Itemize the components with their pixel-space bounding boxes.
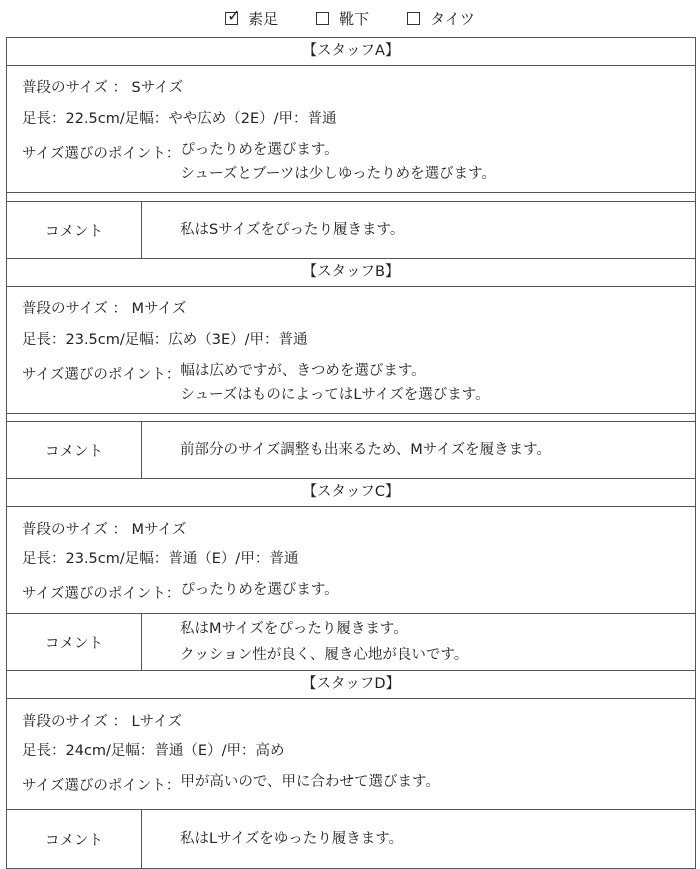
foot-measure: 足長：22.5cm/足幅：やや広め（2E）/甲：普通	[22, 111, 337, 127]
checkbox-icon	[316, 12, 329, 25]
size-point-text: シューズとブーツは少しゆったりめを選びます。	[180, 166, 497, 182]
staff-header: 【スタッフC】	[7, 479, 695, 507]
comment-label: コメント	[7, 810, 142, 868]
size-point-text: ぴったりめを選びます。	[180, 142, 339, 158]
size-point	[22, 363, 695, 403]
option-label: 素足	[248, 9, 279, 28]
size-point-text: 甲が高いので、甲に合わせて選びます。	[180, 774, 440, 790]
size-point-label: サイズ選びのポイント：	[22, 778, 181, 794]
comment-label: コメント	[7, 202, 142, 258]
staff-header: 【スタッフA】	[7, 38, 695, 66]
checkbox-icon	[407, 12, 420, 25]
comment-line: 私はSサイズをぴったり履きます。	[180, 222, 405, 238]
legend-bar	[0, 0, 700, 36]
staff-info	[7, 66, 695, 193]
checkbox-icon	[225, 5, 241, 25]
size-point-text: 幅は広めですが、きつめを選びます。	[180, 363, 426, 379]
size-point-label: サイズ選びのポイント：	[22, 586, 181, 602]
comment-line: 私はLサイズをゆったり履きます。	[180, 831, 404, 847]
comment-label: コメント	[7, 614, 142, 670]
comment-text	[142, 614, 468, 670]
size-point-text: ぴったりめを選びます。	[180, 582, 339, 598]
comment-row	[7, 201, 695, 259]
foot-measure: 足長：23.5cm/足幅：普通（E）/甲：普通	[22, 551, 299, 567]
comment-row	[7, 613, 695, 671]
comment-line: クッション性が良く、履き心地が良いです。	[180, 647, 469, 663]
staff-header: 【スタッフD】	[7, 671, 695, 699]
comment-line: 前部分のサイズ調整も出来るため、Mサイズを履きます。	[180, 442, 551, 458]
size-point	[22, 582, 695, 603]
usual-size: 普段のサイズ ： Sサイズ	[22, 80, 184, 96]
staff-info	[7, 287, 695, 414]
comment-row	[7, 809, 695, 869]
comment-text	[142, 202, 404, 258]
option-barefoot	[225, 5, 279, 29]
staff-header: 【スタッフB】	[7, 259, 695, 287]
usual-size: 普段のサイズ ： Mサイズ	[22, 522, 187, 538]
checkmark-icon: ✓	[227, 5, 241, 25]
staff-info	[7, 699, 695, 805]
usual-size: 普段のサイズ ： Mサイズ	[22, 301, 187, 317]
comment-row	[7, 421, 695, 479]
usual-size: 普段のサイズ ： Lサイズ	[22, 714, 182, 730]
staff-table	[6, 37, 696, 869]
option-label: タイツ	[430, 9, 475, 28]
size-point	[22, 774, 695, 795]
comment-text	[142, 810, 403, 868]
size-point-text: シューズはものによってはLサイズを選びます。	[180, 387, 490, 403]
staff-info	[7, 507, 695, 613]
option-tights	[407, 8, 475, 29]
size-point-label: サイズ選びのポイント：	[22, 367, 181, 383]
foot-measure: 足長：24cm/足幅：普通（E）/甲：高め	[22, 743, 285, 759]
comment-text	[142, 422, 551, 478]
comment-line: 私はMサイズをぴったり履きます。	[180, 621, 408, 637]
size-point	[22, 142, 695, 182]
comment-label: コメント	[7, 422, 142, 478]
option-label: 靴下	[339, 9, 370, 28]
foot-measure: 足長：23.5cm/足幅：広め（3E）/甲：普通	[22, 332, 308, 348]
option-socks	[316, 8, 369, 29]
size-point-label: サイズ選びのポイント：	[22, 146, 181, 162]
